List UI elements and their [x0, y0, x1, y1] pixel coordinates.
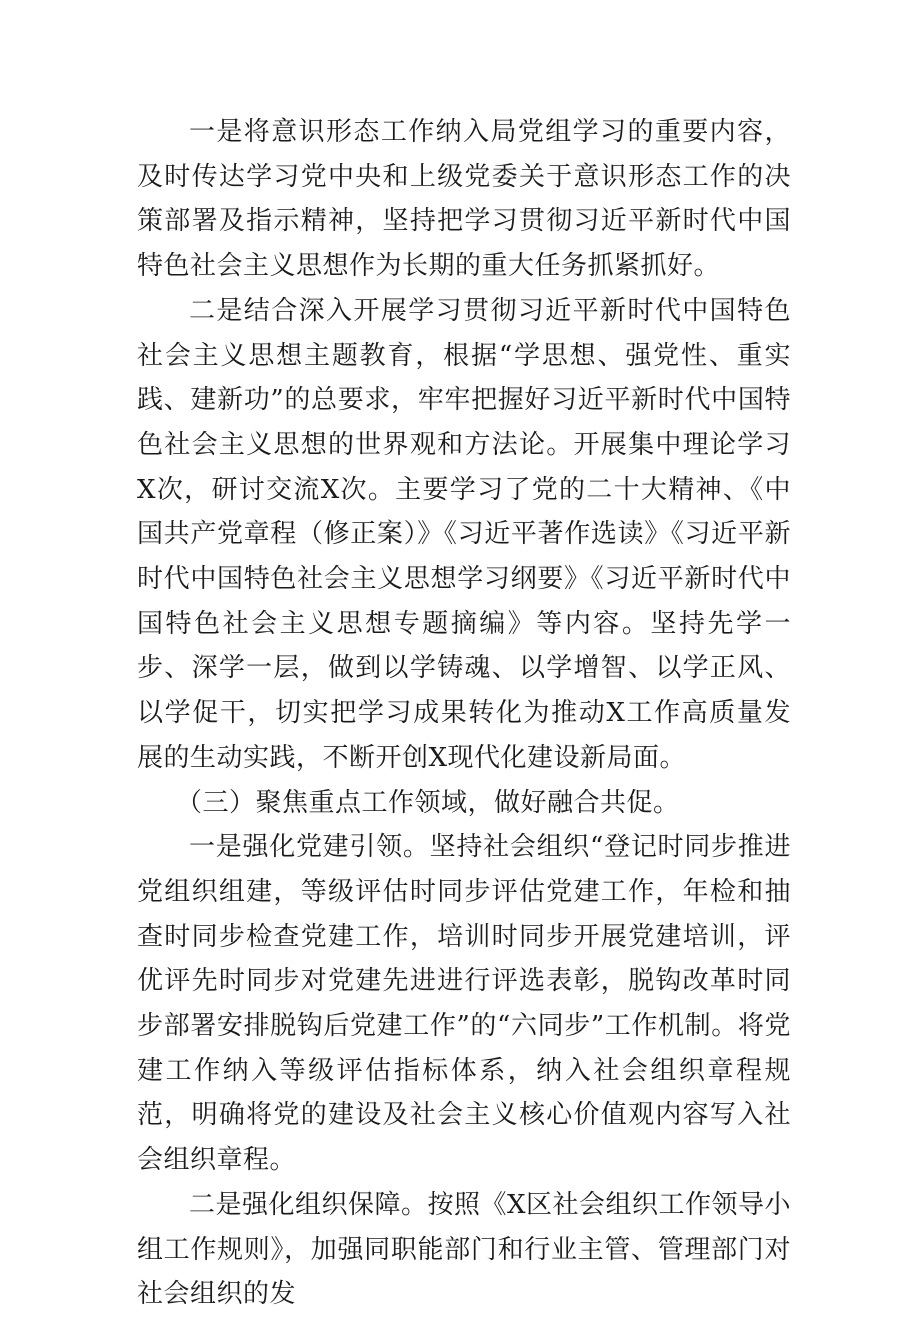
- document-body: [137, 110, 791, 1317]
- paragraph-party-leadership: 一是强化党建引领。坚持社会组织“登记时同步推进党组织组建，等级评估时同步评估党建工作，年检和抽查时同步检查党建工作，培训时同步开展党建培训，评优评先时同步对党建先进进行评选表彰，脱钩改革时同步部署安排脱钩后党建工作”的“六同步”工作机制。将党建工作纳入等级评估指标体系，纳入社会组织章程规范，明确将党的建设及社会主义核心价值观内容写入社会组织章程。: [137, 832, 791, 1176]
- section-heading-3: （三）聚焦重点工作领域，做好融合共促。: [176, 787, 680, 818]
- paragraph-organization-guarantee: 二是强化组织保障。按照《X区社会组织工作领导小组工作规则》，加强同职能部门和行业主管、管理部门对社会组织的发: [137, 1189, 792, 1310]
- paragraph-ideology-study: 一是将意识形态工作纳入局党组学习的重要内容，及时传达学习党中央和上级党委关于意识形态工作的决策部署及指示精神，坚持把学习贯彻习近平新时代中国特色社会主义思想作为长期的重大任务抓紧抓好。: [137, 117, 791, 282]
- paragraph-theme-education: 二是结合深入开展学习贯彻习近平新时代中国特色社会主义思想主题教育，根据“学思想、强党性、重实践、建新功”的总要求，牢牢把握好习近平新时代中国特色社会主义思想的世界观和方法论。开展集中理论学习X次，研讨交流X次。主要学习了党的二十大精神、《中国共产党章程（修正案）》《习近平著作选读》《习近平新时代中国特色社会主义思想学习纲要》《习近平新时代中国特色社会主义思想专题摘编》等内容。坚持先学一步、深学一层，做到以学铸魂、以学增智、以学正风、以学促干，切实把学习成果转化为推动X工作高质量发展的生动实践，不断开创X现代化建设新局面。: [137, 295, 791, 773]
